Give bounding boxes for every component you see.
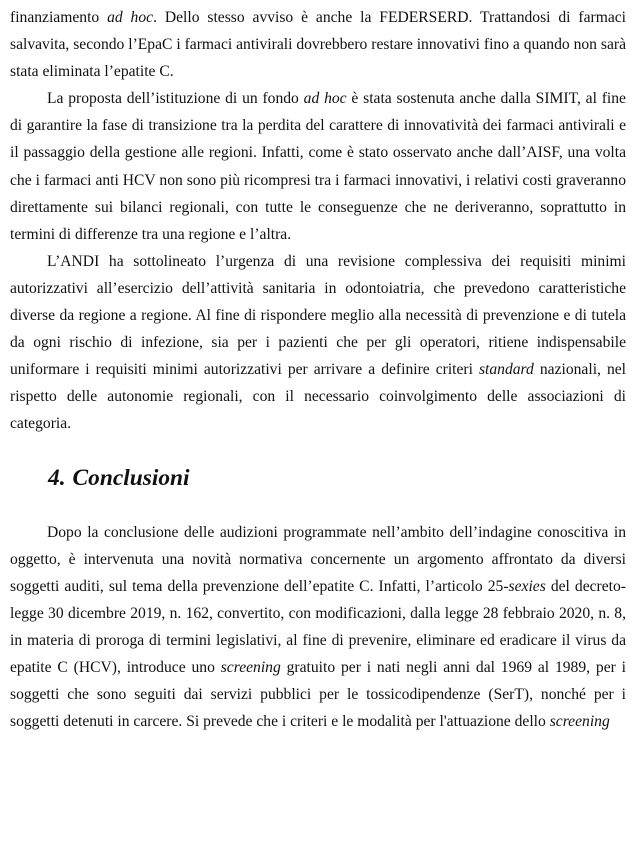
paragraph-andi xyxy=(10,248,626,438)
text-run: gratuito per i nati negli anni dal 1969 al 1989, per i soggetti che sono seguiti dai servizi pubblici per le tossicodipendenze (SerT), nonché per i soggetti detenuti in carcere. Si prevede che i criteri e le modalità per l'attuazione dello xyxy=(10,659,626,731)
italic-term: ad hoc xyxy=(107,9,154,26)
paragraph-simit xyxy=(10,85,626,248)
spacer xyxy=(10,438,626,465)
paragraph-epac-continuation xyxy=(10,4,626,85)
spacer xyxy=(10,492,626,519)
section-title: Conclusioni xyxy=(72,464,190,491)
italic-term: ad hoc xyxy=(303,90,347,108)
section-number: 4. xyxy=(48,464,66,491)
text-run: . Dello stesso avviso è anche la FEDERSERD. Trattandosi di farmaci salvavita, secondo l’EpaC i farmaci antivirali dovrebbero restare innovativi fino a quando non sarà stata eliminata l’epatite C. xyxy=(10,9,626,81)
paragraph-conclusioni xyxy=(10,519,626,736)
text-run: finanziamento xyxy=(10,9,108,26)
italic-term: standard xyxy=(478,361,534,379)
text-run: Dopo la conclusione delle audizioni programmate nell’ambito dell’indagine conoscitiva in oggetto, è intervenuta una novità normativa concernente un argomento affrontato da diversi soggetti auditi, sul tema della prevenzione dell’epatite C. Infatti, l’articolo 25- xyxy=(10,523,626,595)
text-run: è stata sostenuta anche dalla SIMIT, al fine di garantire la fase di transizione tra la perdita del carattere di innovatività dei farmaci antivirali e il passaggio della gestione alle regioni. Infatti, come è stato osservato anche dall’AISF, una volta che i farmaci anti HCV non sono più ricompresi tra i farmaci innovativi, i relativi costi graveranno direttamente sui bilanci regionali, con tutte le conseguenze che ne deriveranno, soprattutto in termini di differenze tra una regione e l’altra. xyxy=(10,90,626,243)
text-run: del decreto-legge 30 dicembre 2019, n. 162, convertito, con modificazioni, dalla legge 28 febbraio 2020, n. 8, in materia di proroga di termini legislativi, al fine di prevenire, eliminare ed eradicare il virus da epatite C (HCV), introduce uno xyxy=(10,577,626,677)
italic-term: sexies xyxy=(508,577,546,595)
section-heading xyxy=(10,465,626,492)
text-run: nazionali, nel rispetto delle autonomie regionali, con il necessario coinvolgimento delle associazioni di categoria. xyxy=(10,361,626,433)
text-run: La proposta dell’istituzione di un fondo xyxy=(47,90,304,108)
text-run: L’ANDI ha sottolineato l’urgenza di una revisione complessiva dei requisiti minimi autorizzativi all’esercizio dell’attività sanitaria in odontoiatria, che prevedono caratteristiche diverse da regione a regione. Al fine di rispondere meglio alla necessità di prevenzione e di tutela da ogni rischio di infezione, sia per i pazienti che per gli operatori, ritiene indispensabile uniformare i requisiti minimi autorizzativi per arrivare a definire criteri xyxy=(10,252,626,379)
italic-term: screening xyxy=(549,713,610,731)
italic-term: screening xyxy=(220,659,281,677)
